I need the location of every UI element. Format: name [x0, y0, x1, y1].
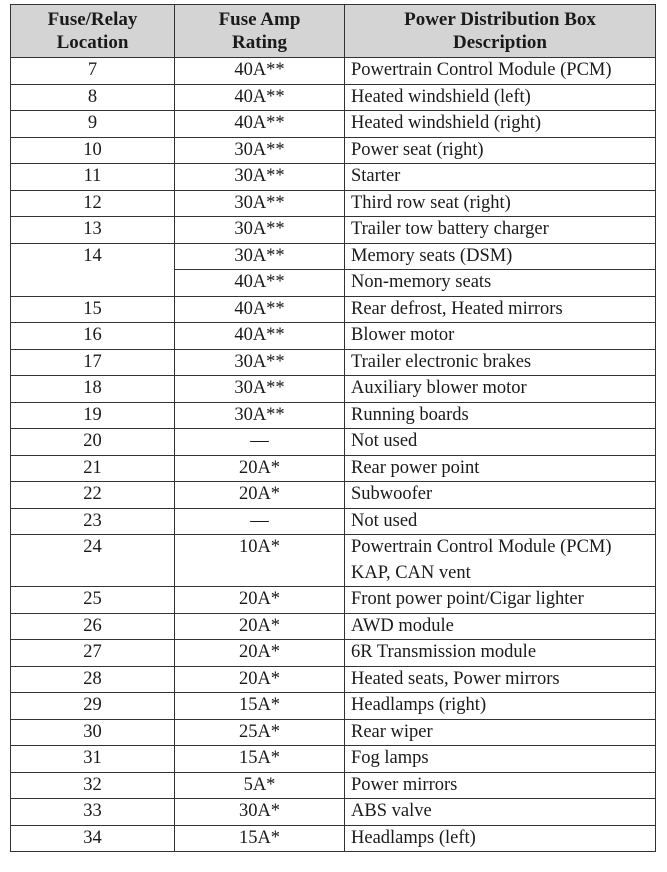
- cell-amp-rating: 5A*: [175, 772, 345, 799]
- table-row: [11, 508, 656, 535]
- cell-location: 27: [11, 640, 175, 667]
- cell-description: Trailer electronic brakes: [345, 349, 656, 376]
- cell-location: 33: [11, 799, 175, 826]
- cell-description: 6R Transmission module: [345, 640, 656, 667]
- table-row: [11, 376, 656, 403]
- cell-location: 34: [11, 825, 175, 852]
- cell-amp-rating: 20A*: [175, 613, 345, 640]
- cell-amp-rating: 30A**: [175, 137, 345, 164]
- table-row: [11, 640, 656, 667]
- cell-location: 18: [11, 376, 175, 403]
- table-row: [11, 84, 656, 111]
- cell-location: 21: [11, 455, 175, 482]
- cell-amp-rating: 10A*: [175, 535, 345, 587]
- cell-amp-rating: 25A*: [175, 719, 345, 746]
- cell-location: 20: [11, 429, 175, 456]
- table-body: [11, 58, 656, 852]
- cell-location: 17: [11, 349, 175, 376]
- header-description-line2: Description: [453, 32, 547, 53]
- cell-amp-rating: 30A**: [175, 349, 345, 376]
- cell-amp-rating: 30A**: [175, 164, 345, 191]
- table-row: [11, 164, 656, 191]
- table-row: [11, 243, 656, 270]
- cell-description: AWD module: [345, 613, 656, 640]
- table-row: [11, 349, 656, 376]
- table-row: [11, 666, 656, 693]
- cell-description: Fog lamps: [345, 746, 656, 773]
- cell-location: 7: [11, 58, 175, 85]
- cell-description: Third row seat (right): [345, 190, 656, 217]
- cell-amp-rating: 30A**: [175, 376, 345, 403]
- cell-amp-rating: 20A*: [175, 666, 345, 693]
- table-row: [11, 535, 656, 587]
- cell-amp-rating: 20A*: [175, 482, 345, 509]
- header-row: [11, 5, 656, 58]
- cell-amp-rating: 40A**: [175, 323, 345, 350]
- header-amp: [175, 5, 345, 58]
- cell-description: Powertrain Control Module (PCM): [345, 58, 656, 85]
- cell-description: Front power point/Cigar lighter: [345, 587, 656, 614]
- cell-description: Heated windshield (right): [345, 111, 656, 138]
- table-row: [11, 217, 656, 244]
- cell-amp-rating: 40A**: [175, 270, 345, 297]
- cell-description: Power seat (right): [345, 137, 656, 164]
- cell-description: Heated windshield (left): [345, 84, 656, 111]
- header-amp-line2: Rating: [232, 32, 287, 53]
- cell-description: ABS valve: [345, 799, 656, 826]
- cell-location: 30: [11, 719, 175, 746]
- cell-location: 10: [11, 137, 175, 164]
- header-location: [11, 5, 175, 58]
- cell-description: Heated seats, Power mirrors: [345, 666, 656, 693]
- cell-amp-rating: 20A*: [175, 455, 345, 482]
- cell-amp-rating: 40A**: [175, 111, 345, 138]
- table-row: [11, 693, 656, 720]
- cell-location: 31: [11, 746, 175, 773]
- table-row: [11, 429, 656, 456]
- cell-description: Memory seats (DSM): [345, 243, 656, 270]
- cell-location: 14: [11, 243, 175, 296]
- table-row: [11, 111, 656, 138]
- cell-amp-rating: 15A*: [175, 746, 345, 773]
- cell-description: Headlamps (right): [345, 693, 656, 720]
- cell-description: Running boards: [345, 402, 656, 429]
- cell-description: Powertrain Control Module (PCM) KAP, CAN vent: [345, 535, 656, 587]
- cell-description: Subwoofer: [345, 482, 656, 509]
- table-row: [11, 137, 656, 164]
- table-row: [11, 613, 656, 640]
- cell-location: 16: [11, 323, 175, 350]
- cell-location: 29: [11, 693, 175, 720]
- cell-description: Non-memory seats: [345, 270, 656, 297]
- cell-amp-rating: 20A*: [175, 640, 345, 667]
- table-row: [11, 323, 656, 350]
- table-row: [11, 746, 656, 773]
- table-row: [11, 190, 656, 217]
- cell-location: 13: [11, 217, 175, 244]
- cell-description: Not used: [345, 508, 656, 535]
- cell-location: 9: [11, 111, 175, 138]
- cell-location: 23: [11, 508, 175, 535]
- cell-amp-rating: 30A**: [175, 243, 345, 270]
- cell-amp-rating: 30A**: [175, 402, 345, 429]
- cell-amp-rating: 20A*: [175, 587, 345, 614]
- header-description: [345, 5, 656, 58]
- cell-description: Trailer tow battery charger: [345, 217, 656, 244]
- cell-description: Rear power point: [345, 455, 656, 482]
- cell-location: 22: [11, 482, 175, 509]
- cell-description: Power mirrors: [345, 772, 656, 799]
- table-row: [11, 455, 656, 482]
- cell-amp-rating: 30A**: [175, 190, 345, 217]
- table-row: [11, 58, 656, 85]
- table-row: [11, 799, 656, 826]
- cell-amp-rating: 15A*: [175, 693, 345, 720]
- cell-description: Auxiliary blower motor: [345, 376, 656, 403]
- cell-amp-rating: 40A**: [175, 296, 345, 323]
- cell-description: Starter: [345, 164, 656, 191]
- cell-location: 25: [11, 587, 175, 614]
- cell-location: 11: [11, 164, 175, 191]
- cell-location: 15: [11, 296, 175, 323]
- fuse-table: [10, 4, 656, 852]
- cell-description: Headlamps (left): [345, 825, 656, 852]
- cell-amp-rating: 30A*: [175, 799, 345, 826]
- cell-amp-rating: 40A**: [175, 58, 345, 85]
- header-location-line1: Fuse/Relay: [47, 9, 138, 30]
- cell-amp-rating: —: [175, 508, 345, 535]
- cell-location: 32: [11, 772, 175, 799]
- cell-description: Rear defrost, Heated mirrors: [345, 296, 656, 323]
- cell-location: 24: [11, 535, 175, 587]
- header-amp-line1: Fuse Amp: [218, 9, 301, 30]
- cell-location: 28: [11, 666, 175, 693]
- cell-description: Rear wiper: [345, 719, 656, 746]
- table-row: [11, 587, 656, 614]
- cell-location: 19: [11, 402, 175, 429]
- cell-amp-rating: 15A*: [175, 825, 345, 852]
- cell-location: 26: [11, 613, 175, 640]
- table-row: [11, 825, 656, 852]
- header-location-line2: Location: [56, 32, 129, 53]
- header-description-line1: Power Distribution Box: [404, 9, 596, 30]
- cell-description: Not used: [345, 429, 656, 456]
- cell-location: 8: [11, 84, 175, 111]
- cell-amp-rating: 40A**: [175, 84, 345, 111]
- table-row: [11, 772, 656, 799]
- cell-location: 12: [11, 190, 175, 217]
- cell-description: Blower motor: [345, 323, 656, 350]
- table-row: [11, 402, 656, 429]
- table-row: [11, 719, 656, 746]
- table-row: [11, 296, 656, 323]
- cell-amp-rating: 30A**: [175, 217, 345, 244]
- cell-amp-rating: —: [175, 429, 345, 456]
- table-row: [11, 482, 656, 509]
